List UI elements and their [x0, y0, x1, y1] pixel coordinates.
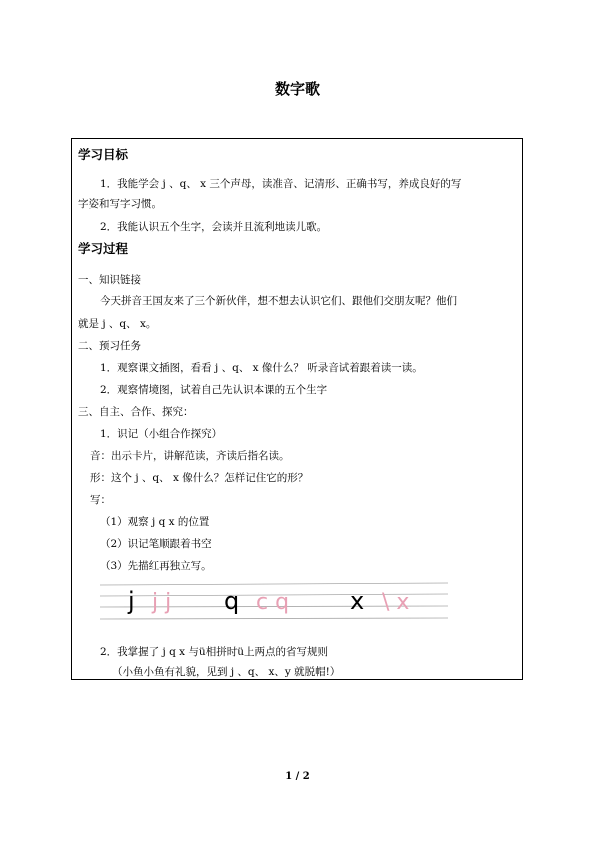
letter-j-sample: j [128, 587, 135, 615]
section-3-step-1: （1）观察 j q x 的位置 [100, 516, 210, 528]
letter-x-sample: x [350, 587, 365, 615]
page-number: 1 / 2 [285, 771, 310, 782]
goals-heading: 学习目标 [78, 147, 129, 162]
section-3-step-3: （3）先描红再独立写。 [100, 560, 212, 572]
section-1-text-a: 今天拼音王国友来了三个新伙伴，想不想去认识它们、跟他们交朋友呢？他们 [100, 295, 457, 307]
pinyin-writing-strip [100, 579, 448, 625]
section-2-title: 二、预习任务 [78, 340, 141, 352]
section-3-item-2: 2．我掌握了 j q x 与ü相拼时ü上两点的省写规则 [100, 646, 328, 658]
section-2-item-1: 1．观察课文插图，看看 j 、q、 x 像什么？ 听录音试着跟着读一读。 [100, 362, 423, 374]
section-2-item-2: 2．观察情境图，试着自己先认识本课的五个生字 [100, 384, 328, 396]
section-3-step-2: （2）识记笔顺跟着书空 [100, 538, 212, 550]
writing-rule-bottom [100, 618, 448, 619]
lesson-table [71, 138, 523, 680]
section-3-item-1: 1．识记（小组合作探究） [100, 428, 223, 440]
section-3-title: 三、自主、合作、探究： [78, 406, 194, 418]
letter-q-sample: q [224, 587, 240, 615]
letter-j-trace: j j [152, 590, 172, 615]
goal-1-line-b: 字姿和写字习惯。 [78, 198, 162, 210]
process-heading: 学习过程 [78, 241, 129, 256]
goal-1-line-a: 1．我能学会 j 、q、 x 三个声母，读准音、记清形、正确书写，养成良好的写 [100, 178, 462, 190]
section-3-yin: 音：出示卡片，讲解范读，齐读后指名读。 [90, 450, 290, 462]
goal-2: 2．我能认识五个生字，会读并且流利地读儿歌。 [100, 221, 328, 233]
section-3-xing: 形：这个 j 、q、 x 像什么？怎样记住它的形？ [90, 472, 309, 484]
writing-rule-top [100, 583, 448, 585]
page-title: 数字歌 [274, 80, 320, 98]
letter-x-trace: \ x [382, 590, 410, 615]
section-1-title: 一、知识链接 [78, 274, 141, 286]
section-3-rhyme: （小鱼小鱼有礼貌，见到 j 、q、 x、y 就脱帽!） [112, 666, 341, 678]
letter-q-trace: c q [256, 590, 290, 615]
section-1-text-b: 就是 j 、q、 x。 [78, 318, 157, 330]
section-3-xie: 写： [90, 494, 111, 506]
